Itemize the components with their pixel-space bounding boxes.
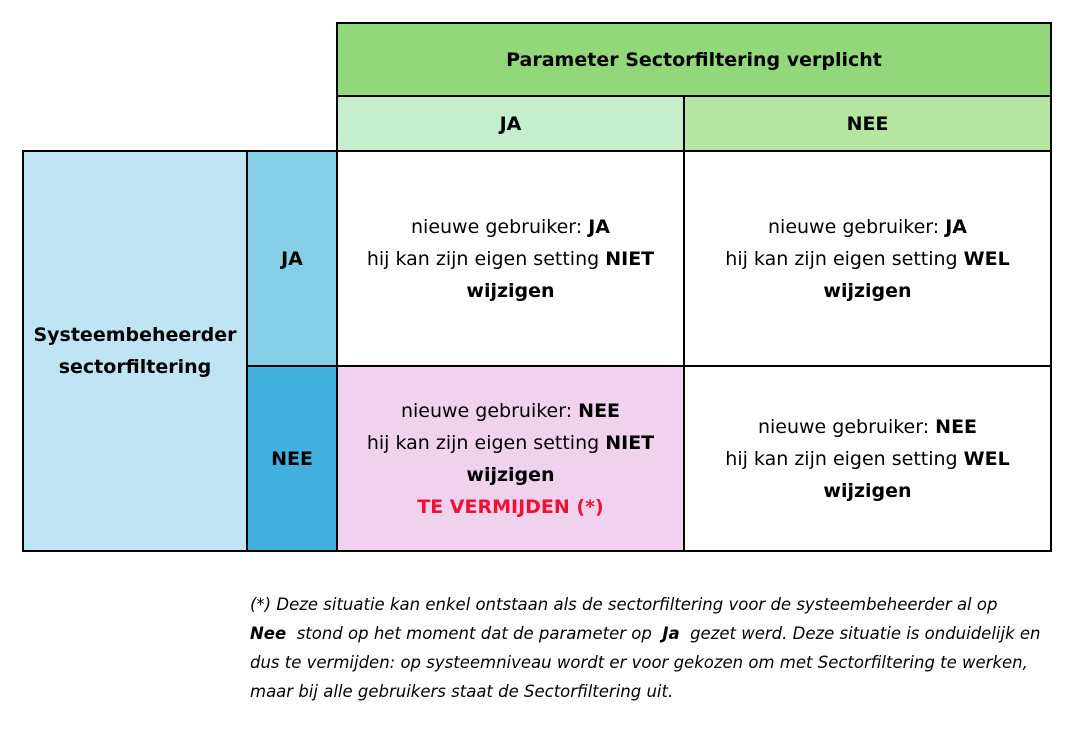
- cell-text: hij kan zijn eigen setting: [366, 431, 606, 454]
- cell-text: nieuwe gebruiker:: [400, 399, 579, 422]
- cell-line: [367, 395, 654, 427]
- cell-line: [725, 411, 1009, 443]
- warning-text: TE VERMIJDEN (*): [417, 495, 604, 518]
- cell-value: WEL: [963, 247, 1010, 270]
- column-header-nee-label: NEE: [846, 112, 889, 135]
- column-header-ja: [336, 95, 685, 152]
- row-header-ja: [246, 150, 338, 367]
- cell-nee-nee-content: [725, 411, 1009, 507]
- cell-text: nieuwe gebruiker:: [411, 215, 589, 238]
- cell-value: NEE: [578, 399, 621, 422]
- cell-value: JA: [945, 215, 967, 238]
- cell-line: [367, 211, 654, 243]
- cell-nee-ja-content: [367, 395, 654, 523]
- row-header-systeembeheerder-label: [33, 319, 236, 383]
- footnote: [250, 590, 1050, 706]
- cell-nee-nee: [683, 365, 1052, 552]
- cell-text: hij kan zijn eigen setting: [366, 247, 606, 270]
- cell-line: wijzigen: [466, 279, 555, 302]
- row-header-systeembeheerder: [22, 150, 248, 552]
- footnote-ja: Ja: [662, 624, 680, 643]
- cell-line: [725, 243, 1009, 275]
- cell-line: wijzigen: [823, 479, 912, 502]
- cell-text: nieuwe gebruiker:: [768, 215, 946, 238]
- cell-value: WEL: [963, 447, 1010, 470]
- cell-line: [725, 211, 1009, 243]
- cell-line: [367, 427, 654, 459]
- cell-value: JA: [588, 215, 610, 238]
- side-line2: sectorfiltering: [58, 356, 212, 378]
- cell-ja-nee-content: [725, 211, 1009, 307]
- row-header-ja-label: JA: [281, 247, 303, 270]
- cell-text: hij kan zijn eigen setting: [725, 447, 964, 470]
- row-header-nee-label: NEE: [271, 447, 313, 470]
- cell-ja-nee: [683, 150, 1052, 367]
- cell-text: nieuwe gebruiker:: [757, 415, 936, 438]
- footnote-nee: Nee: [250, 624, 287, 643]
- cell-ja-ja: [336, 150, 685, 367]
- cell-line: [725, 443, 1009, 475]
- cell-value: NEE: [935, 415, 978, 438]
- cell-value: NIET: [605, 431, 655, 454]
- cell-line: wijzigen: [466, 463, 555, 486]
- cell-line: [367, 243, 654, 275]
- table-header-parameter: [336, 22, 1052, 97]
- side-line1: Systeembeheerder: [33, 324, 237, 346]
- header-title: Parameter Sectorfiltering verplicht: [506, 48, 882, 71]
- footnote-part3: gezet werd. Deze situatie is onduidelijk en dus te vermijden: op systeemniveau wordt er voor gekozen om met Sectorfiltering te werken, maar bij alle gebruikers staat de Sectorfiltering uit.: [250, 624, 1046, 701]
- footnote-part1: (*) Deze situatie kan enkel ontstaan als de sectorfiltering voor de systeembeheerder al op: [250, 595, 998, 614]
- footnote-part2: stond op het moment dat de parameter op: [286, 624, 663, 643]
- cell-value: NIET: [605, 247, 655, 270]
- row-header-nee: [246, 365, 338, 552]
- cell-text: hij kan zijn eigen setting: [725, 247, 964, 270]
- column-header-ja-label: JA: [499, 112, 522, 135]
- cell-nee-ja: [336, 365, 685, 552]
- cell-ja-ja-content: [367, 211, 654, 307]
- cell-line: wijzigen: [823, 279, 912, 302]
- column-header-nee: [683, 95, 1052, 152]
